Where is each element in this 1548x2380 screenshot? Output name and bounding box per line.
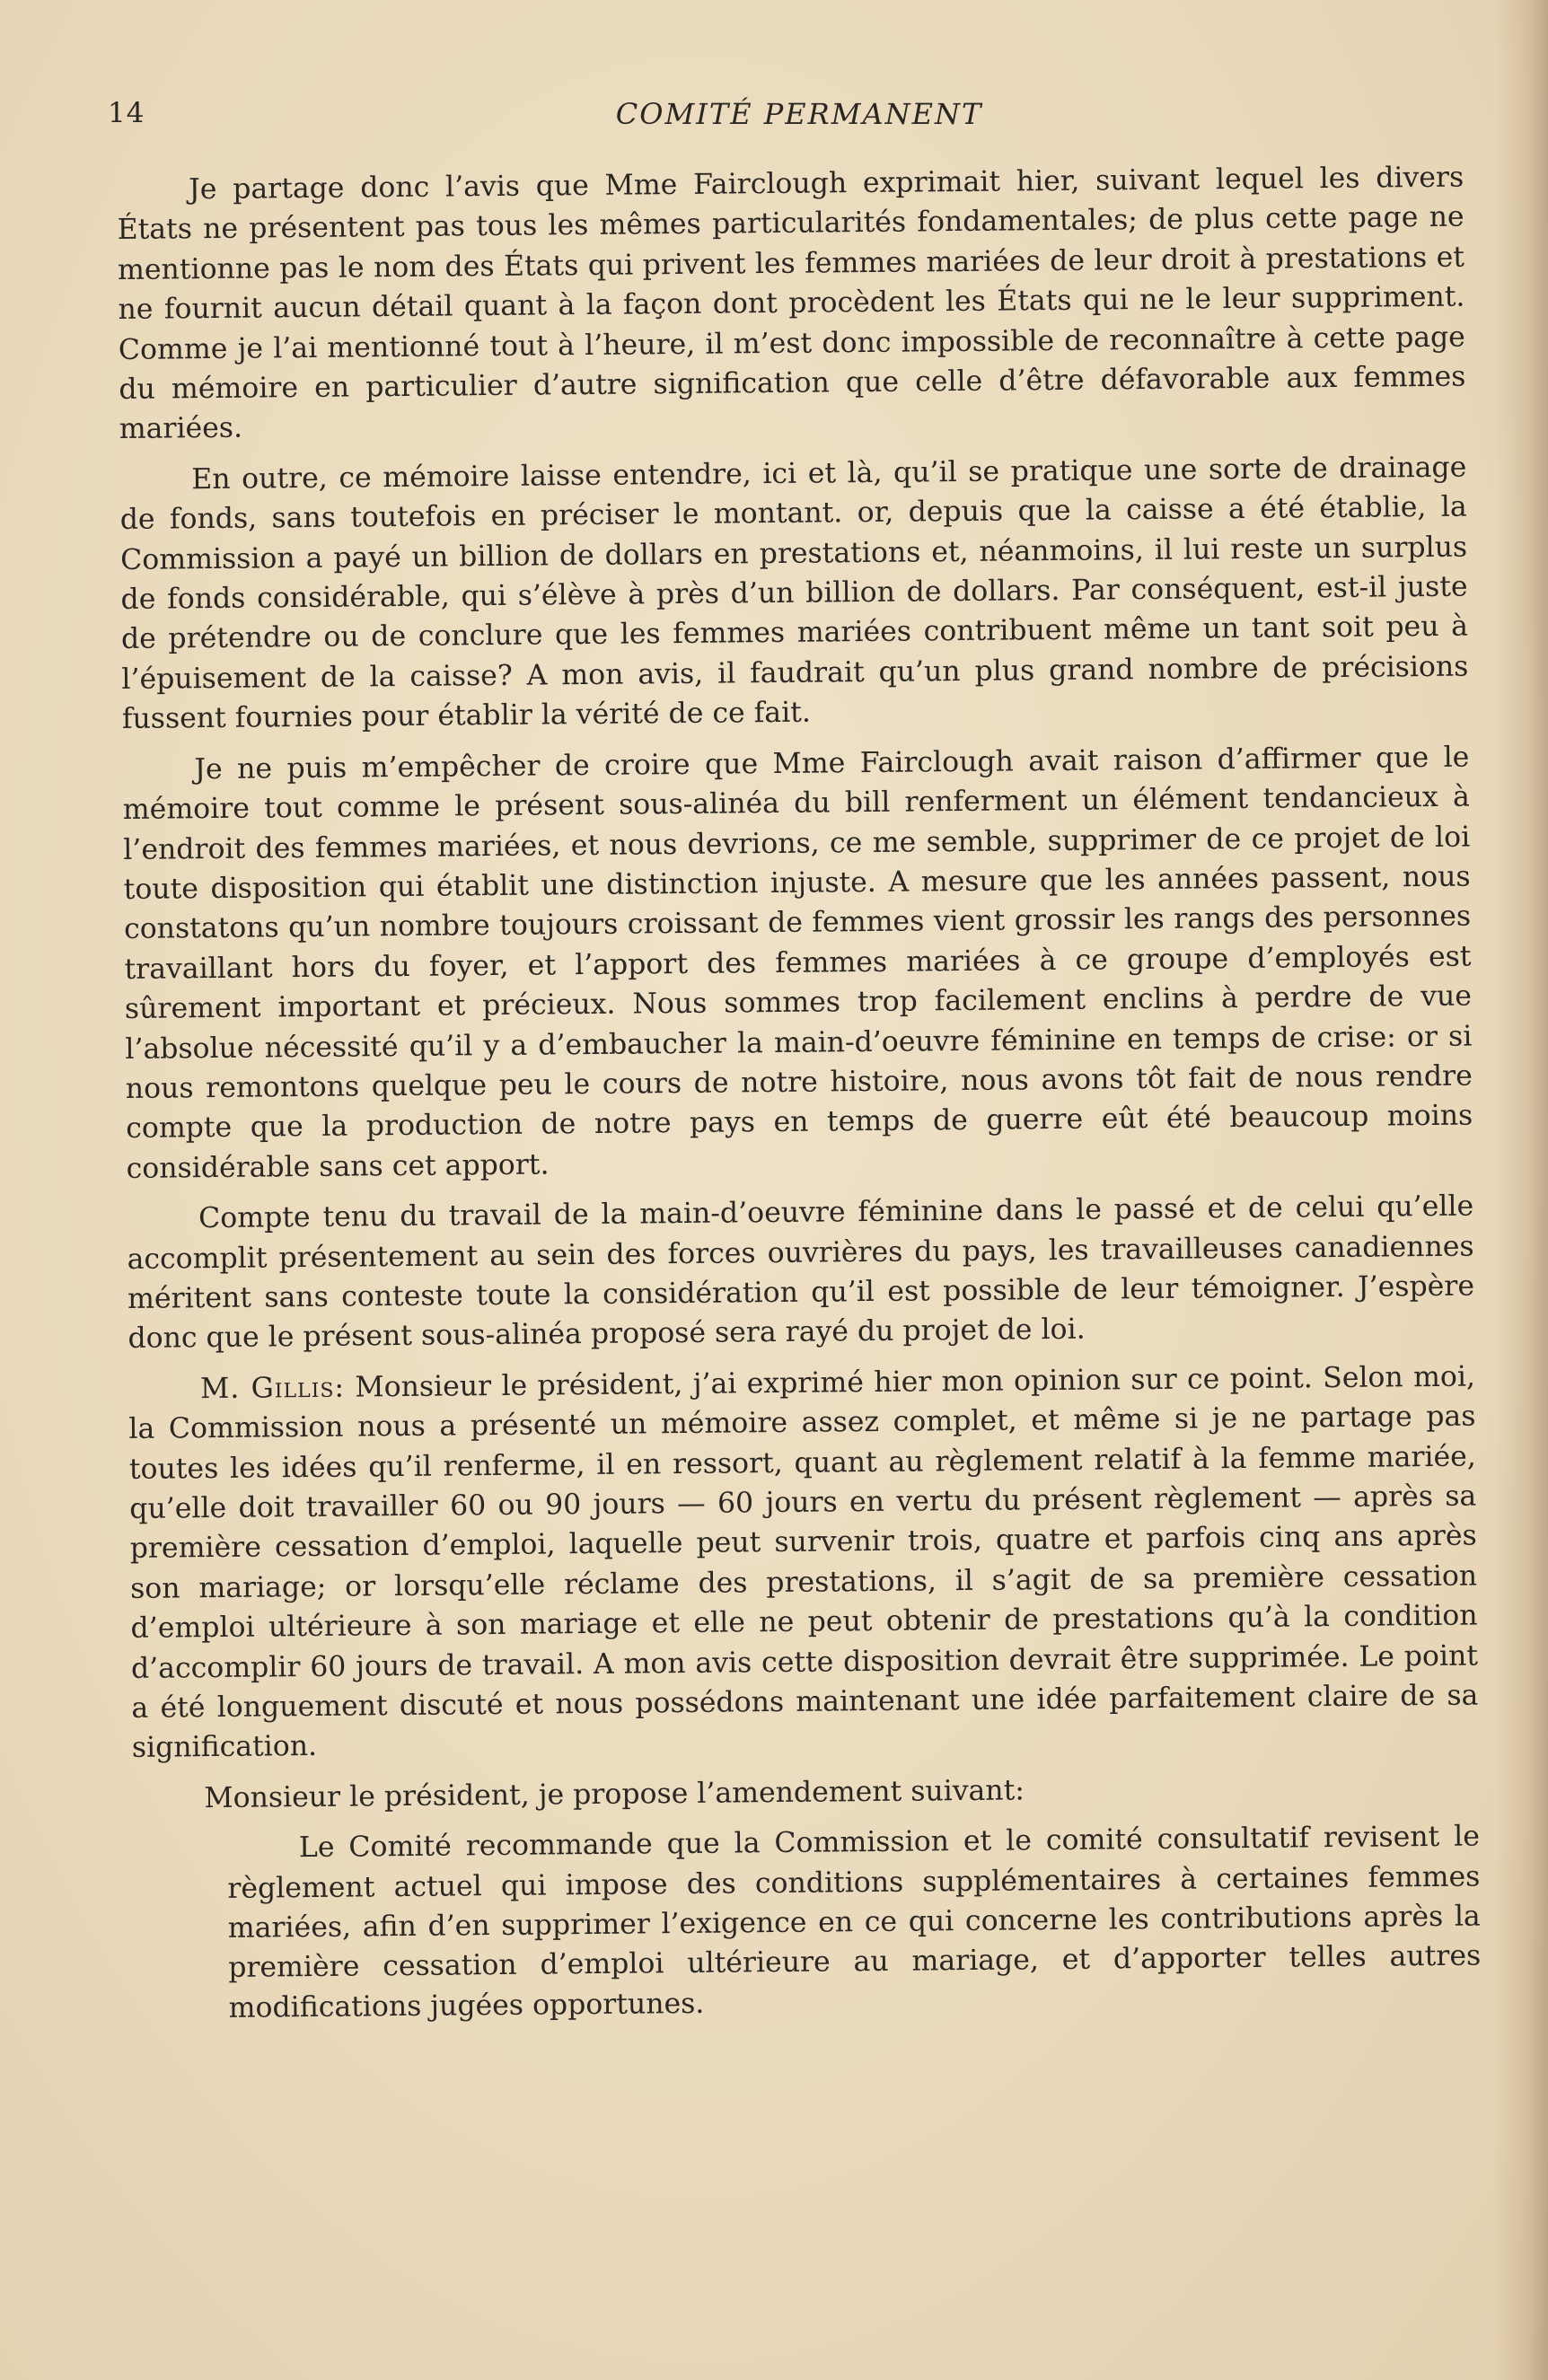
paragraph-5-text: Monsieur le président, j’ai exprimé hier mon opinion sur ce point. Selon moi, la Commission nous a présenté un mémoire assez complet, et même si je ne partage pas toutes les idées qu’il renferme, il en ressort, quant au règlement relatif à la femme mariée, qu’elle doit travailler 60 ou 90 jours — 60 jours en vertu du présent règlement — après sa première cessation d’emploi, laquelle peut survenir trois, quatre et parfois cinq ans après son mariage; or lorsqu’elle réclame des prestations, il s’agit de sa première cessation d’emploi ultérieure à son mariage et elle ne peut obtenir de prestations qu’à la condition d’accomplir 60 jours de travail. A mon avis cette disposition devrait être supprimée. Le point a été longuement discuté et nous possédons maintenant une idée parfaitement claire de sa signification. — [128, 1360, 1479, 1765]
paragraph-5 — [128, 1357, 1479, 1768]
paragraph-3: Je ne puis m’empêcher de croire que Mme Fairclough avait raison d’affirmer que le mémoire tout comme le présent sous-alinéa du bill renferment un élément tendancieux à l’endroit des femmes mariées, et nous devrions, ce me semble, supprimer de ce projet de loi toute disposition qui établit une distinction injuste. A mesure que les années passent, nous constatons qu’un nombre toujours croissant de femmes vient grossir les rangs des personnes travaillant hors du foyer, et l’apport des femmes mariées à ce groupe d’employés est sûrement important et précieux. Nous sommes trop facilement enclins à perdre de vue l’absolue nécessité qu’il y a d’embaucher la main-d’oeuvre féminine en temps de crise: or si nous remontons quelque peu le cours de notre histoire, nous avons tôt fait de nous rendre compte que la production de notre pays en temps de guerre eût été beaucoup moins considérable sans cet apport. — [122, 741, 1473, 1185]
page-header — [108, 97, 1491, 133]
running-title: COMITÉ PERMANENT — [615, 97, 983, 131]
paragraph-6: Monsieur le président, je propose l’amendement suivant: — [204, 1774, 1025, 1814]
speaker-name: M. Gillis: — [199, 1371, 346, 1405]
page-number: 14 — [108, 97, 145, 129]
paragraph-1: Je partage donc l’avis que Mme Fairclough exprimait hier, suivant lequel les divers États ne présentent pas tous les mêmes particularités fondamentales; de plus cette page ne mentionne pas le nom des États qui privent les femmes mariées de leur droit à prestations et ne fournit aucun détail quant à la façon dont procèdent les États qui ne le leur suppriment. Comme je l’ai mentionné tout à l’heure, il m’est donc impossible de reconnaître à cette page du mémoire en particulier d’autre signification que celle d’être défavorable aux femmes mariées. — [117, 161, 1466, 446]
motion-text: Le Comité recommande que la Commission et le comité consultatif revisent le règlement actuel qui impose des conditions supplémentaires à certaines femmes mariées, afin d’en supprimer l’exigence en ce qui concerne les contributions après la première cessation d’emploi ultérieure au mariage, et d’apporter telles autres modifications jugées opportunes. — [227, 1820, 1482, 2024]
page-edge-shadow — [1494, 0, 1548, 2380]
body-text — [117, 158, 1482, 2030]
paragraph-4: Compte tenu du travail de la main-d’oeuvre féminine dans le passé et de celui qu’elle accomplit présentement au sein des forces ouvrières du pays, les travailleuses canadiennes méritent sans conteste toute la considération qu’il est possible de leur témoigner. J’espère donc que le présent sous-alinéa proposé sera rayé du projet de loi. — [127, 1190, 1475, 1356]
paragraph-2: En outre, ce mémoire laisse entendre, ici et là, qu’il se pratique une sorte de drainage de fonds, sans toutefois en préciser le montant. or, depuis que la caisse a été établie, la Commission a payé un billion de dollars en prestations et, néanmoins, il lui reste un surplus de fonds considérable, qui s’élève à près d’un billion de dollars. Par conséquent, est-il juste de prétendre ou de conclure que les femmes mariées contribuent même un tant soit peu à l’épuisement de la caisse? A mon avis, il faudrait qu’un plus grand nombre de précisions fussent fournies pour établir la vérité de ce fait. — [119, 451, 1469, 736]
